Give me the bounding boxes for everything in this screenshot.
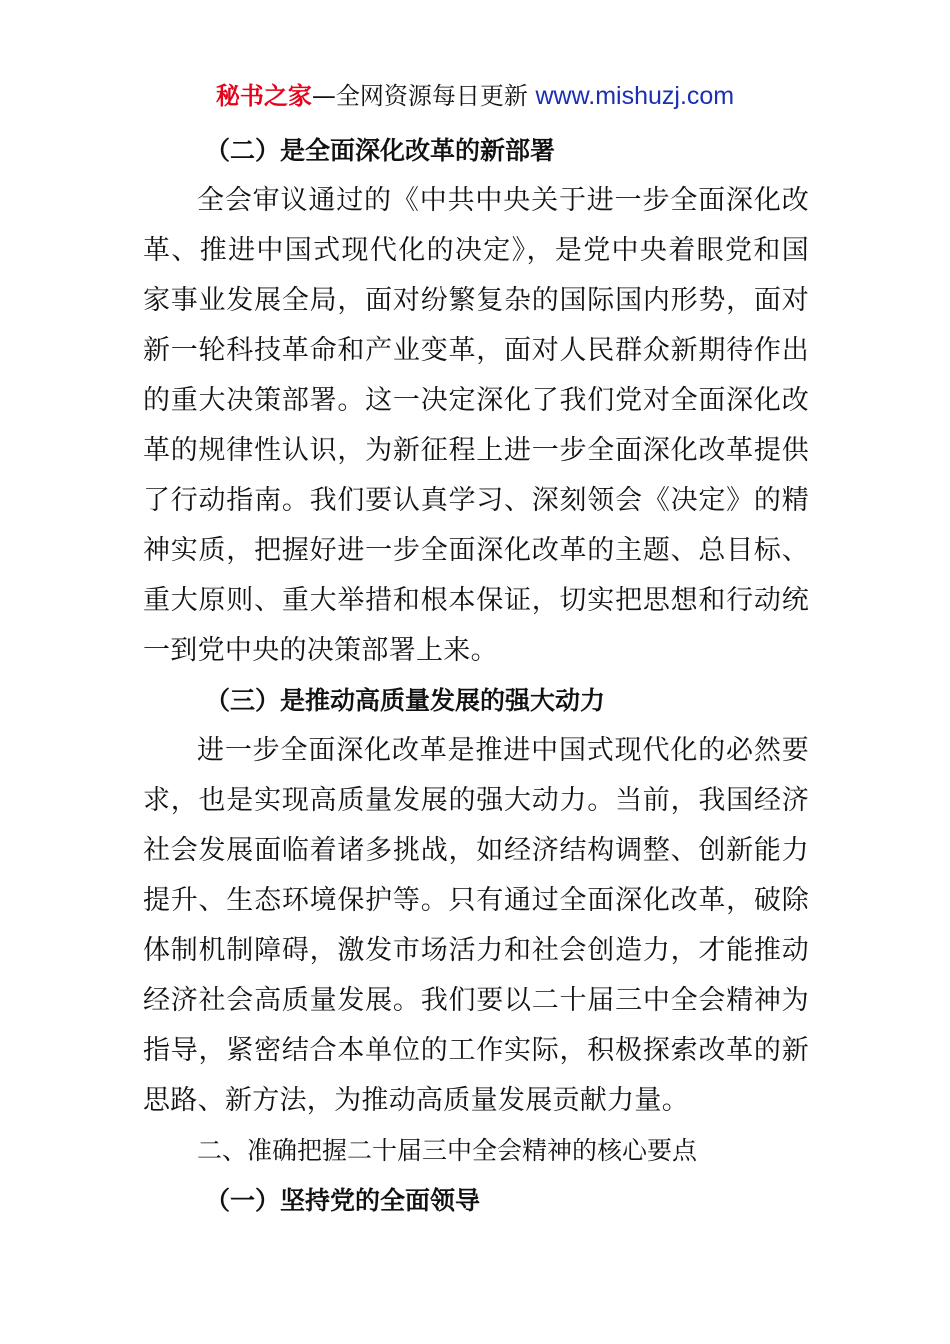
document-body	[143, 126, 809, 1226]
page-header	[0, 78, 950, 114]
paragraph-3: 进一步全面深化改革是推进中国式现代化的必然要求，也是实现高质量发展的强大动力。当前，我国经济社会发展面临着诸多挑战，如经济结构调整、创新能力提升、生态环境保护等。只有通过全面深化改革，破除体制机制障碍，激发市场活力和社会创造力，才能推动经济社会高质量发展。我们要以二十届三中全会精神为指导，紧密结合本单位的工作实际，积极探索改革的新思路、新方法，为推动高质量发展贡献力量。	[143, 735, 809, 1116]
section-heading-2: 二、准确把握二十届三中全会精神的核心要点	[197, 1136, 698, 1165]
brand-name: 秘书之家	[215, 82, 312, 110]
site-url[interactable]: www.mishuzj.com	[535, 82, 735, 110]
subheading-2-1: （一）坚持党的全面领导	[205, 1186, 481, 1215]
subheading-2: （二）是全面深化改革的新部署	[205, 136, 556, 165]
paragraph-2: 全会审议通过的《中共中央关于进一步全面深化改革、推进中国式现代化的决定》，是党中央着眼党和国家事业发展全局，面对纷繁复杂的国际国内形势，面对新一轮科技革命和产业变革，面对人民群众新期待作出的重大决策部署。这一决定深化了我们党对全面深化改革的规律性认识，为新征程上进一步全面深化改革提供了行动指南。我们要认真学习、深刻领会《决定》的精神实质，把握好进一步全面深化改革的主题、总目标、重大原则、重大举措和根本保证，切实把思想和行动统一到党中央的决策部署上来。	[143, 185, 809, 666]
header-tagline: —全网资源每日更新	[311, 82, 536, 110]
subheading-3: （三）是推动高质量发展的强大动力	[205, 686, 606, 715]
